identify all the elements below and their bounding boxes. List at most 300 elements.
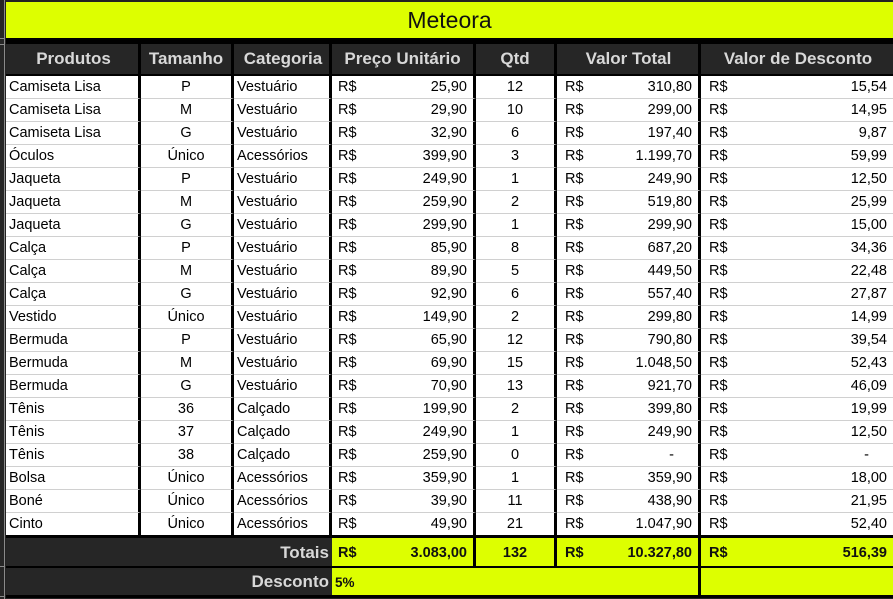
table-row xyxy=(6,122,893,145)
discount-value[interactable]: 5% xyxy=(332,568,701,596)
cell-qtd[interactable]: 1 xyxy=(476,467,557,490)
cell-preco[interactable] xyxy=(332,513,476,536)
cell-preco[interactable] xyxy=(332,191,476,214)
valor-desconto-value: 52,43 xyxy=(850,355,887,371)
valor-total-value: 1.048,50 xyxy=(635,355,692,371)
totals-desconto-cell[interactable] xyxy=(701,538,893,567)
cell-categoria[interactable]: Vestuário xyxy=(234,283,332,306)
cell-preco[interactable] xyxy=(332,168,476,191)
cell-categoria[interactable]: Vestuário xyxy=(234,214,332,237)
currency-symbol: R$ xyxy=(709,470,728,486)
currency-symbol: R$ xyxy=(338,171,357,187)
valor-desconto-value: 15,54 xyxy=(850,79,887,95)
cell-preco[interactable] xyxy=(332,145,476,168)
discount-empty-cell[interactable] xyxy=(701,568,893,596)
currency-symbol: R$ xyxy=(709,378,728,394)
cell-categoria[interactable]: Vestuário xyxy=(234,122,332,145)
valor-desconto-value: 12,50 xyxy=(850,424,887,440)
currency-symbol: R$ xyxy=(565,424,584,440)
currency-symbol: R$ xyxy=(709,544,728,561)
currency-symbol: R$ xyxy=(338,240,357,256)
cell-categoria[interactable]: Vestuário xyxy=(234,99,332,122)
currency-symbol: R$ xyxy=(709,447,728,463)
cell-tamanho[interactable]: Único xyxy=(141,513,234,536)
cell-produto[interactable]: Bolsa xyxy=(6,467,141,490)
cell-valor-desconto[interactable] xyxy=(701,237,893,260)
cell-valor-total[interactable] xyxy=(557,283,701,306)
table-row xyxy=(6,214,893,237)
currency-symbol: R$ xyxy=(565,378,584,394)
currency-symbol: R$ xyxy=(338,493,357,509)
cell-valor-total[interactable] xyxy=(557,168,701,191)
cell-categoria[interactable]: Acessórios xyxy=(234,490,332,513)
currency-symbol: R$ xyxy=(709,125,728,141)
currency-symbol: R$ xyxy=(338,378,357,394)
table-row xyxy=(6,513,893,536)
totals-preco: 3.083,00 xyxy=(410,544,467,561)
valor-total-value: 299,80 xyxy=(647,309,692,325)
cell-valor-total[interactable] xyxy=(557,214,701,237)
currency-symbol: R$ xyxy=(338,148,357,164)
currency-symbol: R$ xyxy=(338,125,357,141)
gutter-tick xyxy=(0,44,5,45)
cell-valor-desconto[interactable] xyxy=(701,375,893,398)
currency-symbol: R$ xyxy=(709,332,728,348)
cell-valor-desconto[interactable] xyxy=(701,145,893,168)
cell-categoria[interactable]: Vestuário xyxy=(234,352,332,375)
currency-symbol: R$ xyxy=(338,194,357,210)
currency-symbol: R$ xyxy=(565,102,584,118)
cell-qtd[interactable]: 2 xyxy=(476,191,557,214)
cell-tamanho[interactable]: G xyxy=(141,122,234,145)
currency-symbol: R$ xyxy=(338,355,357,371)
totals-qtd[interactable]: 132 xyxy=(476,538,557,567)
discount-bottom-border xyxy=(6,595,893,598)
valor-desconto-value: 15,00 xyxy=(850,217,887,233)
cell-produto[interactable]: Jaqueta xyxy=(6,214,141,237)
products-table xyxy=(6,44,893,536)
valor-desconto-value: 14,95 xyxy=(850,102,887,118)
cell-tamanho[interactable]: Único xyxy=(141,306,234,329)
currency-symbol: R$ xyxy=(565,493,584,509)
cell-preco[interactable] xyxy=(332,99,476,122)
valor-total-value: 1.047,90 xyxy=(635,516,692,532)
cell-valor-total[interactable] xyxy=(557,145,701,168)
table-row xyxy=(6,444,893,467)
cell-qtd[interactable]: 10 xyxy=(476,99,557,122)
cell-qtd[interactable]: 3 xyxy=(476,145,557,168)
currency-symbol: R$ xyxy=(338,309,357,325)
cell-tamanho[interactable]: M xyxy=(141,99,234,122)
cell-produto[interactable]: Camiseta Lisa xyxy=(6,122,141,145)
currency-symbol: R$ xyxy=(565,470,584,486)
currency-symbol: R$ xyxy=(565,355,584,371)
cell-qtd[interactable]: 12 xyxy=(476,329,557,352)
header-produtos[interactable]: Produtos xyxy=(6,44,141,76)
cell-tamanho[interactable]: G xyxy=(141,283,234,306)
valor-total-value: 310,80 xyxy=(647,79,692,95)
cell-qtd[interactable]: 0 xyxy=(476,444,557,467)
preco-value: 49,90 xyxy=(430,516,467,532)
valor-desconto-value: 18,00 xyxy=(850,470,887,486)
table-row xyxy=(6,490,893,513)
cell-produto[interactable]: Óculos xyxy=(6,145,141,168)
cell-qtd[interactable]: 12 xyxy=(476,76,557,99)
cell-valor-total[interactable] xyxy=(557,191,701,214)
cell-qtd[interactable]: 11 xyxy=(476,490,557,513)
currency-symbol: R$ xyxy=(565,171,584,187)
cell-produto[interactable]: Calça xyxy=(6,283,141,306)
valor-desconto-value: 46,09 xyxy=(850,378,887,394)
valor-total-value: 359,90 xyxy=(647,470,692,486)
currency-symbol: R$ xyxy=(338,217,357,233)
preco-value: 32,90 xyxy=(430,125,467,141)
cell-valor-desconto[interactable] xyxy=(701,329,893,352)
currency-symbol: R$ xyxy=(565,516,584,532)
header-preco-unitario[interactable]: Preço Unitário xyxy=(332,44,476,76)
cell-produto[interactable]: Tênis xyxy=(6,398,141,421)
table-row xyxy=(6,168,893,191)
cell-categoria[interactable]: Vestuário xyxy=(234,191,332,214)
cell-valor-desconto[interactable] xyxy=(701,122,893,145)
cell-categoria[interactable]: Acessórios xyxy=(234,513,332,536)
currency-symbol: R$ xyxy=(338,516,357,532)
valor-desconto-value: 39,54 xyxy=(850,332,887,348)
currency-symbol: R$ xyxy=(338,286,357,302)
valor-total-value: 299,00 xyxy=(647,102,692,118)
currency-symbol: R$ xyxy=(565,263,584,279)
currency-symbol: R$ xyxy=(338,424,357,440)
currency-symbol: R$ xyxy=(565,240,584,256)
currency-symbol: R$ xyxy=(338,401,357,417)
cell-valor-desconto[interactable] xyxy=(701,513,893,536)
preco-value: 39,90 xyxy=(430,493,467,509)
valor-total-value: 790,80 xyxy=(647,332,692,348)
valor-total-value: 249,90 xyxy=(647,424,692,440)
cell-valor-total[interactable] xyxy=(557,490,701,513)
cell-preco[interactable] xyxy=(332,122,476,145)
preco-value: 89,90 xyxy=(430,263,467,279)
currency-symbol: R$ xyxy=(709,102,728,118)
cell-preco[interactable] xyxy=(332,260,476,283)
preco-value: 259,90 xyxy=(422,447,467,463)
cell-valor-desconto[interactable] xyxy=(701,191,893,214)
discount-row xyxy=(6,568,893,596)
header-categoria[interactable]: Categoria xyxy=(234,44,332,76)
table-row xyxy=(6,329,893,352)
cell-tamanho[interactable]: M xyxy=(141,260,234,283)
cell-qtd[interactable]: 2 xyxy=(476,398,557,421)
cell-preco[interactable] xyxy=(332,76,476,99)
cell-tamanho[interactable]: 37 xyxy=(141,421,234,444)
cell-qtd[interactable]: 21 xyxy=(476,513,557,536)
currency-symbol: R$ xyxy=(709,148,728,164)
currency-symbol: R$ xyxy=(709,240,728,256)
currency-symbol: R$ xyxy=(338,470,357,486)
table-row xyxy=(6,467,893,490)
cell-valor-total[interactable] xyxy=(557,421,701,444)
table-row xyxy=(6,283,893,306)
cell-produto[interactable]: Tênis xyxy=(6,421,141,444)
cell-categoria[interactable]: Vestuário xyxy=(234,375,332,398)
cell-tamanho[interactable]: P xyxy=(141,168,234,191)
cell-tamanho[interactable]: G xyxy=(141,214,234,237)
cell-tamanho[interactable]: 38 xyxy=(141,444,234,467)
preco-value: 259,90 xyxy=(422,194,467,210)
currency-symbol: R$ xyxy=(338,447,357,463)
cell-valor-desconto[interactable] xyxy=(701,421,893,444)
valor-total-value: 197,40 xyxy=(647,125,692,141)
valor-desconto-value: 21,95 xyxy=(850,493,887,509)
cell-valor-desconto[interactable] xyxy=(701,398,893,421)
table-row xyxy=(6,306,893,329)
cell-valor-total[interactable] xyxy=(557,467,701,490)
currency-symbol: R$ xyxy=(338,102,357,118)
preco-value: 92,90 xyxy=(430,286,467,302)
cell-valor-total[interactable] xyxy=(557,306,701,329)
valor-desconto-value: 59,99 xyxy=(850,148,887,164)
header-valor-desconto[interactable]: Valor de Desconto xyxy=(701,44,893,76)
preco-value: 25,90 xyxy=(430,79,467,95)
currency-symbol: R$ xyxy=(565,79,584,95)
cell-valor-desconto[interactable] xyxy=(701,283,893,306)
cell-tamanho[interactable]: M xyxy=(141,191,234,214)
cell-valor-total[interactable] xyxy=(557,398,701,421)
cell-produto[interactable]: Tênis xyxy=(6,444,141,467)
valor-desconto-value: 27,87 xyxy=(850,286,887,302)
table-row xyxy=(6,352,893,375)
table-body xyxy=(6,76,893,536)
cell-valor-desconto[interactable] xyxy=(701,444,893,467)
cell-produto[interactable]: Bermuda xyxy=(6,352,141,375)
preco-value: 299,90 xyxy=(422,217,467,233)
totals-label[interactable]: Totais xyxy=(6,538,332,567)
cell-categoria[interactable]: Vestuário xyxy=(234,329,332,352)
cell-valor-total[interactable] xyxy=(557,513,701,536)
table-row xyxy=(6,398,893,421)
cell-produto[interactable]: Calça xyxy=(6,237,141,260)
cell-valor-total[interactable] xyxy=(557,260,701,283)
valor-total-value: 299,90 xyxy=(647,217,692,233)
currency-symbol: R$ xyxy=(709,263,728,279)
gutter-tick xyxy=(0,38,5,39)
table-header-row xyxy=(6,44,893,76)
cell-produto[interactable]: Cinto xyxy=(6,513,141,536)
cell-valor-desconto[interactable] xyxy=(701,260,893,283)
cell-qtd[interactable]: 1 xyxy=(476,421,557,444)
table-row xyxy=(6,191,893,214)
cell-valor-desconto[interactable] xyxy=(701,467,893,490)
valor-desconto-value: 14,99 xyxy=(850,309,887,325)
cell-produto[interactable]: Camiseta Lisa xyxy=(6,76,141,99)
cell-produto[interactable]: Jaqueta xyxy=(6,168,141,191)
cell-qtd[interactable]: 1 xyxy=(476,214,557,237)
totals-valor-total: 10.327,80 xyxy=(627,544,692,561)
cell-valor-desconto[interactable] xyxy=(701,306,893,329)
preco-value: 359,90 xyxy=(422,470,467,486)
cell-qtd[interactable]: 15 xyxy=(476,352,557,375)
preco-value: 399,90 xyxy=(422,148,467,164)
cell-tamanho[interactable]: G xyxy=(141,375,234,398)
cell-preco[interactable] xyxy=(332,329,476,352)
discount-label[interactable]: Desconto xyxy=(6,568,332,596)
cell-valor-total[interactable] xyxy=(557,375,701,398)
totals-preco-cell[interactable] xyxy=(332,538,476,567)
currency-symbol: R$ xyxy=(565,217,584,233)
totals-row xyxy=(6,538,893,567)
cell-qtd[interactable]: 2 xyxy=(476,306,557,329)
valor-total-value: 1.199,70 xyxy=(635,148,692,164)
sheet-title[interactable]: Meteora xyxy=(6,2,893,38)
cell-qtd[interactable]: 1 xyxy=(476,168,557,191)
cell-valor-total[interactable] xyxy=(557,76,701,99)
cell-tamanho[interactable]: P xyxy=(141,237,234,260)
currency-symbol: R$ xyxy=(565,447,584,463)
cell-produto[interactable]: Jaqueta xyxy=(6,191,141,214)
cell-categoria[interactable]: Calçado xyxy=(234,444,332,467)
cell-preco[interactable] xyxy=(332,444,476,467)
cell-preco[interactable] xyxy=(332,398,476,421)
table-row xyxy=(6,421,893,444)
cell-valor-total[interactable] xyxy=(557,352,701,375)
cell-tamanho[interactable]: Único xyxy=(141,145,234,168)
valor-desconto-value: - xyxy=(864,447,869,463)
currency-symbol: R$ xyxy=(338,332,357,348)
cell-valor-total[interactable] xyxy=(557,329,701,352)
table-row xyxy=(6,375,893,398)
currency-symbol: R$ xyxy=(565,148,584,164)
currency-symbol: R$ xyxy=(565,401,584,417)
currency-symbol: R$ xyxy=(709,171,728,187)
cell-categoria[interactable]: Vestuário xyxy=(234,260,332,283)
currency-symbol: R$ xyxy=(338,79,357,95)
currency-symbol: R$ xyxy=(709,424,728,440)
cell-preco[interactable] xyxy=(332,306,476,329)
valor-desconto-value: 25,99 xyxy=(850,194,887,210)
cell-preco[interactable] xyxy=(332,421,476,444)
valor-total-value: 519,80 xyxy=(647,194,692,210)
preco-value: 249,90 xyxy=(422,424,467,440)
cell-categoria[interactable]: Vestuário xyxy=(234,168,332,191)
preco-value: 249,90 xyxy=(422,171,467,187)
currency-symbol: R$ xyxy=(709,493,728,509)
cell-categoria[interactable]: Vestuário xyxy=(234,237,332,260)
cell-valor-total[interactable] xyxy=(557,237,701,260)
valor-desconto-value: 34,36 xyxy=(850,240,887,256)
valor-total-value: 921,70 xyxy=(647,378,692,394)
currency-symbol: R$ xyxy=(709,309,728,325)
valor-desconto-value: 52,40 xyxy=(850,516,887,532)
valor-total-value: 438,90 xyxy=(647,493,692,509)
cell-produto[interactable]: Camiseta Lisa xyxy=(6,99,141,122)
cell-tamanho[interactable]: Único xyxy=(141,467,234,490)
cell-categoria[interactable]: Vestuário xyxy=(234,306,332,329)
table-row xyxy=(6,76,893,99)
valor-desconto-value: 9,87 xyxy=(858,125,887,141)
cell-preco[interactable] xyxy=(332,490,476,513)
cell-produto[interactable]: Bermuda xyxy=(6,329,141,352)
cell-produto[interactable]: Bermuda xyxy=(6,375,141,398)
preco-value: 149,90 xyxy=(422,309,467,325)
valor-total-value: 449,50 xyxy=(647,263,692,279)
cell-produto[interactable]: Vestido xyxy=(6,306,141,329)
cell-categoria[interactable]: Calçado xyxy=(234,421,332,444)
cell-categoria[interactable]: Calçado xyxy=(234,398,332,421)
cell-valor-total[interactable] xyxy=(557,99,701,122)
cell-valor-desconto[interactable] xyxy=(701,352,893,375)
valor-total-value: 557,40 xyxy=(647,286,692,302)
cell-qtd[interactable]: 6 xyxy=(476,283,557,306)
cell-qtd[interactable]: 13 xyxy=(476,375,557,398)
cell-preco[interactable] xyxy=(332,352,476,375)
cell-valor-desconto[interactable] xyxy=(701,490,893,513)
currency-symbol: R$ xyxy=(565,332,584,348)
cell-preco[interactable] xyxy=(332,467,476,490)
preco-value: 65,90 xyxy=(430,332,467,348)
preco-value: 85,90 xyxy=(430,240,467,256)
cell-categoria[interactable]: Acessórios xyxy=(234,145,332,168)
cell-tamanho[interactable]: P xyxy=(141,76,234,99)
header-valor-total[interactable]: Valor Total xyxy=(557,44,701,76)
cell-tamanho[interactable]: P xyxy=(141,329,234,352)
preco-value: 29,90 xyxy=(430,102,467,118)
currency-symbol: R$ xyxy=(565,286,584,302)
cell-categoria[interactable]: Acessórios xyxy=(234,467,332,490)
preco-value: 199,90 xyxy=(422,401,467,417)
currency-symbol: R$ xyxy=(709,355,728,371)
valor-desconto-value: 12,50 xyxy=(850,171,887,187)
cell-tamanho[interactable]: 36 xyxy=(141,398,234,421)
cell-qtd[interactable]: 5 xyxy=(476,260,557,283)
cell-preco[interactable] xyxy=(332,214,476,237)
cell-valor-desconto[interactable] xyxy=(701,168,893,191)
cell-produto[interactable]: Calça xyxy=(6,260,141,283)
currency-symbol: R$ xyxy=(565,309,584,325)
valor-desconto-value: 19,99 xyxy=(850,401,887,417)
cell-valor-total[interactable] xyxy=(557,122,701,145)
cell-preco[interactable] xyxy=(332,283,476,306)
header-tamanho[interactable]: Tamanho xyxy=(141,44,234,76)
totals-valor-total-cell[interactable] xyxy=(557,538,701,567)
preco-value: 70,90 xyxy=(430,378,467,394)
header-qtd[interactable]: Qtd xyxy=(476,44,557,76)
cell-valor-desconto[interactable] xyxy=(701,214,893,237)
cell-qtd[interactable]: 6 xyxy=(476,122,557,145)
currency-symbol: R$ xyxy=(565,194,584,210)
currency-symbol: R$ xyxy=(709,286,728,302)
cell-valor-desconto[interactable] xyxy=(701,76,893,99)
valor-total-value: 687,20 xyxy=(647,240,692,256)
table-row xyxy=(6,260,893,283)
currency-symbol: R$ xyxy=(709,79,728,95)
totals-desconto: 516,39 xyxy=(842,544,887,561)
table-row xyxy=(6,145,893,168)
preco-value: 69,90 xyxy=(430,355,467,371)
valor-total-value: 249,90 xyxy=(647,171,692,187)
cell-tamanho[interactable]: Único xyxy=(141,490,234,513)
currency-symbol: R$ xyxy=(709,194,728,210)
cell-preco[interactable] xyxy=(332,237,476,260)
cell-preco[interactable] xyxy=(332,375,476,398)
cell-valor-desconto[interactable] xyxy=(701,99,893,122)
cell-qtd[interactable]: 8 xyxy=(476,237,557,260)
cell-valor-total[interactable] xyxy=(557,444,701,467)
table-row xyxy=(6,237,893,260)
cell-produto[interactable]: Boné xyxy=(6,490,141,513)
cell-tamanho[interactable]: M xyxy=(141,352,234,375)
cell-categoria[interactable]: Vestuário xyxy=(234,76,332,99)
gutter-tick xyxy=(0,596,5,597)
